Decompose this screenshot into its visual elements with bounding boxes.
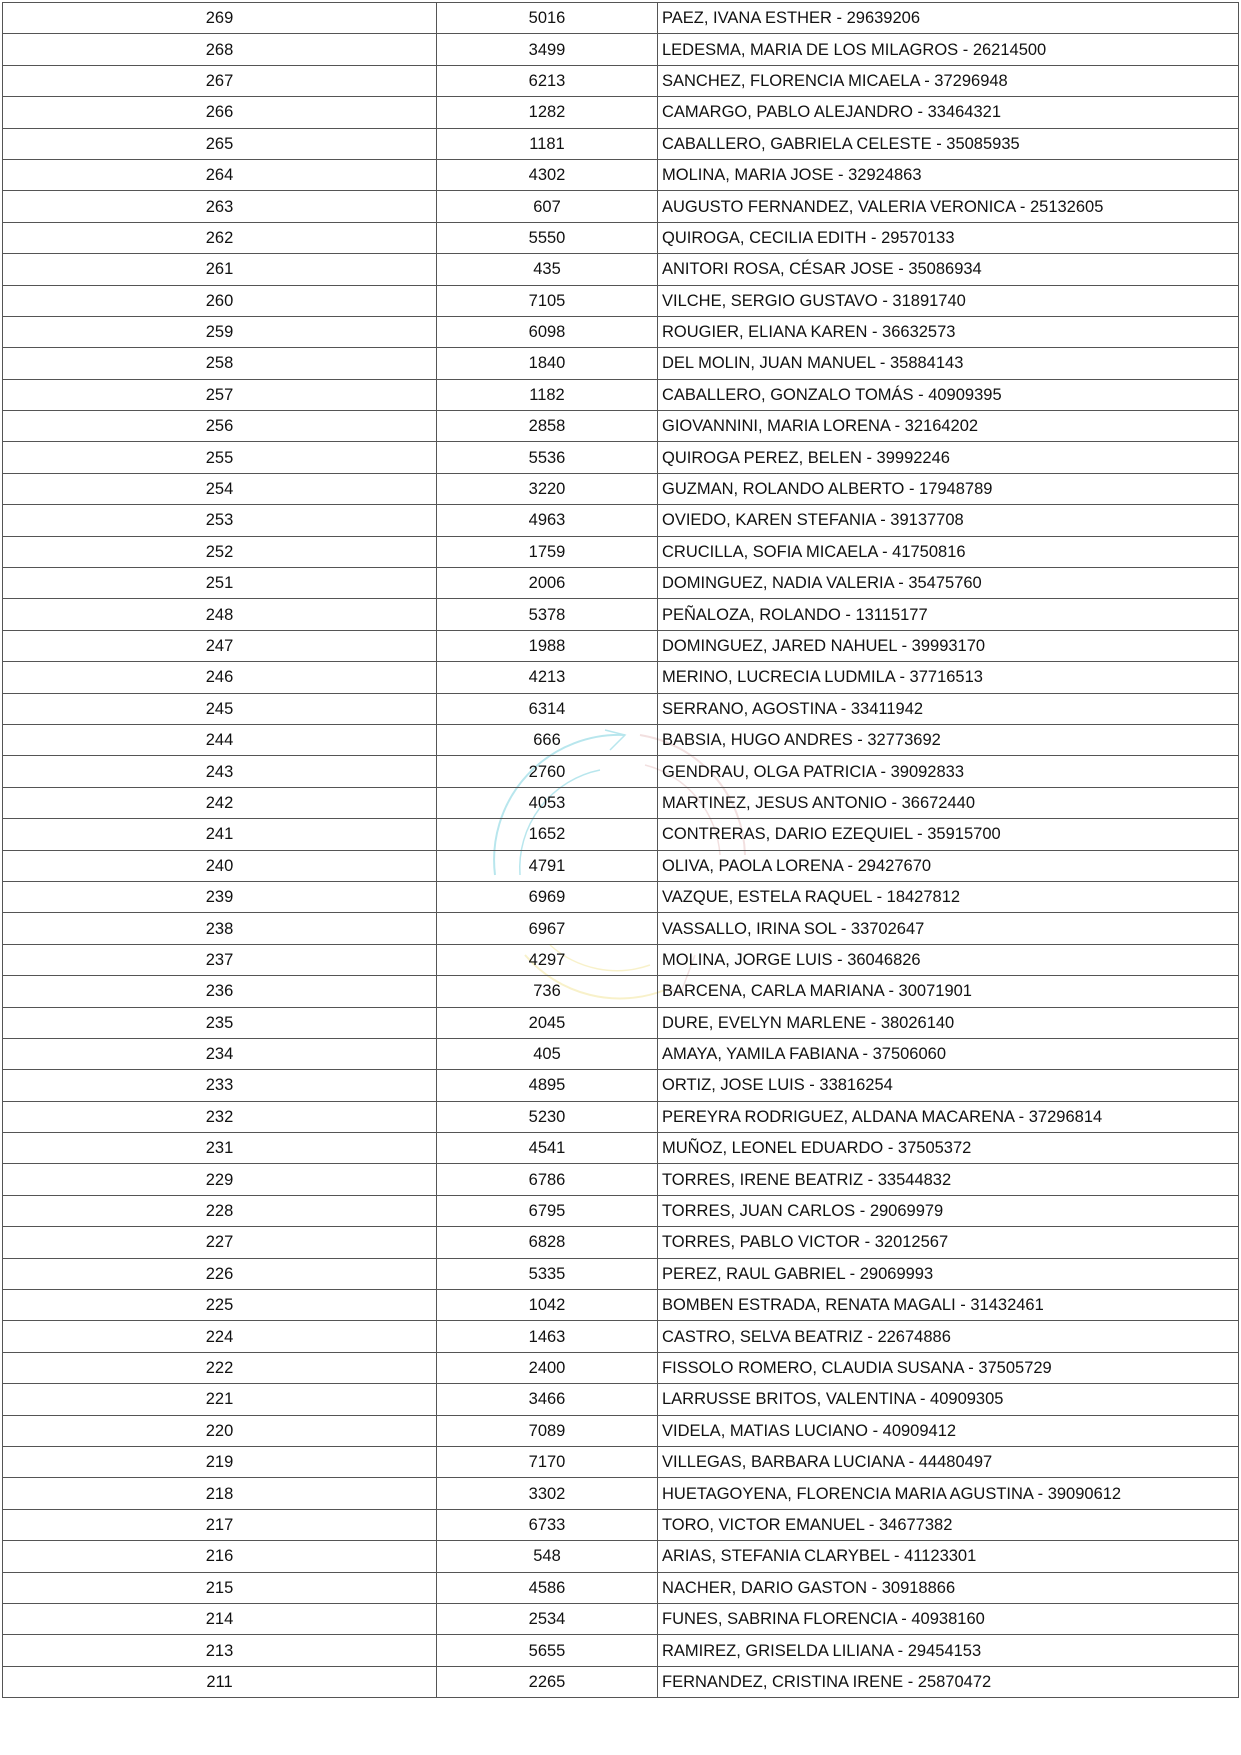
nombre-cell: RAMIREZ, GRISELDA LILIANA - 29454153 <box>658 1635 1239 1666</box>
legajo-cell: 3499 <box>437 34 658 65</box>
nombre-cell: FUNES, SABRINA FLORENCIA - 40938160 <box>658 1603 1239 1634</box>
orden-cell: 253 <box>3 505 437 536</box>
legajo-cell: 6969 <box>437 881 658 912</box>
legajo-cell: 1181 <box>437 128 658 159</box>
table-row <box>3 1195 1239 1226</box>
table-row <box>3 379 1239 410</box>
orden-cell: 221 <box>3 1384 437 1415</box>
nombre-cell: VIDELA, MATIAS LUCIANO - 40909412 <box>658 1415 1239 1446</box>
orden-cell: 225 <box>3 1290 437 1321</box>
orden-cell: 213 <box>3 1635 437 1666</box>
nombre-cell: MARTINEZ, JESUS ANTONIO - 36672440 <box>658 787 1239 818</box>
table-row <box>3 1321 1239 1352</box>
orden-cell: 239 <box>3 881 437 912</box>
table-row <box>3 1509 1239 1540</box>
legajo-cell: 1182 <box>437 379 658 410</box>
nombre-cell: VILLEGAS, BARBARA LUCIANA - 44480497 <box>658 1446 1239 1477</box>
table-row <box>3 536 1239 567</box>
orden-cell: 263 <box>3 191 437 222</box>
nombre-cell: BABSIA, HUGO ANDRES - 32773692 <box>658 724 1239 755</box>
orden-cell: 244 <box>3 724 437 755</box>
nombre-cell: VILCHE, SERGIO GUSTAVO - 31891740 <box>658 285 1239 316</box>
orden-cell: 248 <box>3 599 437 630</box>
orden-cell: 264 <box>3 159 437 190</box>
table-row <box>3 1635 1239 1666</box>
nombre-cell: BOMBEN ESTRADA, RENATA MAGALI - 31432461 <box>658 1290 1239 1321</box>
table-row <box>3 1290 1239 1321</box>
table-row <box>3 756 1239 787</box>
nombre-cell: SERRANO, AGOSTINA - 33411942 <box>658 693 1239 724</box>
orden-cell: 251 <box>3 568 437 599</box>
orden-cell: 240 <box>3 850 437 881</box>
orden-cell: 233 <box>3 1070 437 1101</box>
legajo-cell: 5335 <box>437 1258 658 1289</box>
legajo-cell: 607 <box>437 191 658 222</box>
nombre-cell: SANCHEZ, FLORENCIA MICAELA - 37296948 <box>658 65 1239 96</box>
legajo-cell: 6098 <box>437 316 658 347</box>
orden-cell: 229 <box>3 1164 437 1195</box>
orden-cell: 236 <box>3 976 437 1007</box>
legajo-cell: 736 <box>437 976 658 1007</box>
nombre-cell: PEÑALOZA, ROLANDO - 13115177 <box>658 599 1239 630</box>
legajo-cell: 1840 <box>437 348 658 379</box>
legajo-cell: 7089 <box>437 1415 658 1446</box>
orden-cell: 259 <box>3 316 437 347</box>
nombre-cell: VAZQUE, ESTELA RAQUEL - 18427812 <box>658 881 1239 912</box>
nombre-cell: LEDESMA, MARIA DE LOS MILAGROS - 26214500 <box>658 34 1239 65</box>
table-row <box>3 97 1239 128</box>
table-row <box>3 1101 1239 1132</box>
legajo-cell: 6733 <box>437 1509 658 1540</box>
nombre-cell: TORO, VICTOR EMANUEL - 34677382 <box>658 1509 1239 1540</box>
legajo-cell: 5536 <box>437 442 658 473</box>
table-row <box>3 1478 1239 1509</box>
table-row <box>3 1572 1239 1603</box>
nombre-cell: DOMINGUEZ, NADIA VALERIA - 35475760 <box>658 568 1239 599</box>
orden-cell: 252 <box>3 536 437 567</box>
table-row <box>3 159 1239 190</box>
legajo-cell: 405 <box>437 1038 658 1069</box>
table-row <box>3 1258 1239 1289</box>
orden-cell: 255 <box>3 442 437 473</box>
table-row <box>3 65 1239 96</box>
legajo-cell: 1042 <box>437 1290 658 1321</box>
table-row <box>3 1227 1239 1258</box>
nombre-cell: MERINO, LUCRECIA LUDMILA - 37716513 <box>658 662 1239 693</box>
orden-cell: 262 <box>3 222 437 253</box>
table-row <box>3 348 1239 379</box>
orden-cell: 258 <box>3 348 437 379</box>
nombre-cell: GUZMAN, ROLANDO ALBERTO - 17948789 <box>658 473 1239 504</box>
nombre-cell: ANITORI ROSA, CÉSAR JOSE - 35086934 <box>658 254 1239 285</box>
legajo-cell: 6795 <box>437 1195 658 1226</box>
legajo-cell: 4297 <box>437 944 658 975</box>
nombre-cell: OLIVA, PAOLA LORENA - 29427670 <box>658 850 1239 881</box>
legajo-cell: 3220 <box>437 473 658 504</box>
table-row <box>3 505 1239 536</box>
legajo-cell: 666 <box>437 724 658 755</box>
orden-cell: 256 <box>3 411 437 442</box>
legajo-cell: 4302 <box>437 159 658 190</box>
nombre-cell: LARRUSSE BRITOS, VALENTINA - 40909305 <box>658 1384 1239 1415</box>
orden-cell: 218 <box>3 1478 437 1509</box>
table-row <box>3 442 1239 473</box>
nombre-cell: TORRES, IRENE BEATRIZ - 33544832 <box>658 1164 1239 1195</box>
orden-cell: 265 <box>3 128 437 159</box>
orden-cell: 226 <box>3 1258 437 1289</box>
orden-cell: 235 <box>3 1007 437 1038</box>
nombre-cell: HUETAGOYENA, FLORENCIA MARIA AGUSTINA - 39090612 <box>658 1478 1239 1509</box>
legajo-cell: 2858 <box>437 411 658 442</box>
table-row <box>3 1133 1239 1164</box>
orden-cell: 260 <box>3 285 437 316</box>
orden-cell: 231 <box>3 1133 437 1164</box>
table-row <box>3 787 1239 818</box>
legajo-cell: 5550 <box>437 222 658 253</box>
table-row <box>3 724 1239 755</box>
table-row <box>3 944 1239 975</box>
legajo-cell: 435 <box>437 254 658 285</box>
orden-cell: 246 <box>3 662 437 693</box>
table-row <box>3 222 1239 253</box>
legajo-cell: 2534 <box>437 1603 658 1634</box>
table-row <box>3 630 1239 661</box>
nombre-cell: BARCENA, CARLA MARIANA - 30071901 <box>658 976 1239 1007</box>
legajo-cell: 4541 <box>437 1133 658 1164</box>
legajo-cell: 6967 <box>437 913 658 944</box>
nombre-cell: NACHER, DARIO GASTON - 30918866 <box>658 1572 1239 1603</box>
nombre-cell: OVIEDO, KAREN STEFANIA - 39137708 <box>658 505 1239 536</box>
legajo-cell: 1759 <box>437 536 658 567</box>
table-row <box>3 1164 1239 1195</box>
legajo-cell: 1463 <box>437 1321 658 1352</box>
nombre-cell: MOLINA, MARIA JOSE - 32924863 <box>658 159 1239 190</box>
table-row <box>3 850 1239 881</box>
orden-cell: 215 <box>3 1572 437 1603</box>
table-row <box>3 254 1239 285</box>
legajo-cell: 2006 <box>437 568 658 599</box>
table-row <box>3 976 1239 1007</box>
orden-cell: 269 <box>3 3 437 34</box>
nombre-cell: CASTRO, SELVA BEATRIZ - 22674886 <box>658 1321 1239 1352</box>
legajo-cell: 7105 <box>437 285 658 316</box>
table-row <box>3 473 1239 504</box>
legajo-cell: 4895 <box>437 1070 658 1101</box>
table-row <box>3 285 1239 316</box>
orden-cell: 220 <box>3 1415 437 1446</box>
nombre-cell: AMAYA, YAMILA FABIANA - 37506060 <box>658 1038 1239 1069</box>
orden-cell: 222 <box>3 1352 437 1383</box>
nombre-cell: DURE, EVELYN MARLENE - 38026140 <box>658 1007 1239 1038</box>
nombre-cell: CABALLERO, GONZALO TOMÁS - 40909395 <box>658 379 1239 410</box>
table-row <box>3 411 1239 442</box>
legajo-cell: 4586 <box>437 1572 658 1603</box>
table-row <box>3 191 1239 222</box>
table-row <box>3 1352 1239 1383</box>
table-row <box>3 34 1239 65</box>
nombre-cell: AUGUSTO FERNANDEZ, VALERIA VERONICA - 25132605 <box>658 191 1239 222</box>
orden-cell: 234 <box>3 1038 437 1069</box>
table-row <box>3 1038 1239 1069</box>
table-row <box>3 128 1239 159</box>
orden-cell: 211 <box>3 1666 437 1697</box>
orden-cell: 219 <box>3 1446 437 1477</box>
nombre-cell: FERNANDEZ, CRISTINA IRENE - 25870472 <box>658 1666 1239 1697</box>
orden-cell: 242 <box>3 787 437 818</box>
listado-body <box>3 3 1239 1698</box>
orden-cell: 228 <box>3 1195 437 1226</box>
nombre-cell: VASSALLO, IRINA SOL - 33702647 <box>658 913 1239 944</box>
nombre-cell: MUÑOZ, LEONEL EDUARDO - 37505372 <box>658 1133 1239 1164</box>
table-row <box>3 3 1239 34</box>
orden-cell: 216 <box>3 1541 437 1572</box>
table-row <box>3 316 1239 347</box>
table-row <box>3 1666 1239 1697</box>
listado-table <box>2 2 1239 1698</box>
legajo-cell: 2045 <box>437 1007 658 1038</box>
orden-cell: 254 <box>3 473 437 504</box>
orden-cell: 267 <box>3 65 437 96</box>
legajo-cell: 6828 <box>437 1227 658 1258</box>
nombre-cell: TORRES, PABLO VICTOR - 32012567 <box>658 1227 1239 1258</box>
orden-cell: 261 <box>3 254 437 285</box>
orden-cell: 214 <box>3 1603 437 1634</box>
legajo-cell: 6213 <box>437 65 658 96</box>
legajo-cell: 5378 <box>437 599 658 630</box>
nombre-cell: GIOVANNINI, MARIA LORENA - 32164202 <box>658 411 1239 442</box>
orden-cell: 245 <box>3 693 437 724</box>
legajo-cell: 3302 <box>437 1478 658 1509</box>
orden-cell: 241 <box>3 819 437 850</box>
legajo-cell: 4791 <box>437 850 658 881</box>
legajo-cell: 5016 <box>437 3 658 34</box>
table-row <box>3 662 1239 693</box>
nombre-cell: CAMARGO, PABLO ALEJANDRO - 33464321 <box>658 97 1239 128</box>
legajo-cell: 2760 <box>437 756 658 787</box>
legajo-cell: 7170 <box>437 1446 658 1477</box>
nombre-cell: PEREZ, RAUL GABRIEL - 29069993 <box>658 1258 1239 1289</box>
table-row <box>3 693 1239 724</box>
table-row <box>3 599 1239 630</box>
legajo-cell: 6314 <box>437 693 658 724</box>
nombre-cell: DEL MOLIN, JUAN MANUEL - 35884143 <box>658 348 1239 379</box>
orden-cell: 268 <box>3 34 437 65</box>
legajo-cell: 1652 <box>437 819 658 850</box>
table-row <box>3 1603 1239 1634</box>
legajo-cell: 2400 <box>437 1352 658 1383</box>
table-row <box>3 1415 1239 1446</box>
nombre-cell: ARIAS, STEFANIA CLARYBEL - 41123301 <box>658 1541 1239 1572</box>
nombre-cell: ROUGIER, ELIANA KAREN - 36632573 <box>658 316 1239 347</box>
orden-cell: 257 <box>3 379 437 410</box>
nombre-cell: CONTRERAS, DARIO EZEQUIEL - 35915700 <box>658 819 1239 850</box>
table-row <box>3 568 1239 599</box>
legajo-cell: 4053 <box>437 787 658 818</box>
nombre-cell: PAEZ, IVANA ESTHER - 29639206 <box>658 3 1239 34</box>
legajo-cell: 1282 <box>437 97 658 128</box>
table-row <box>3 1541 1239 1572</box>
orden-cell: 266 <box>3 97 437 128</box>
table-row <box>3 1070 1239 1101</box>
legajo-cell: 5655 <box>437 1635 658 1666</box>
table-row <box>3 1446 1239 1477</box>
orden-cell: 217 <box>3 1509 437 1540</box>
nombre-cell: CRUCILLA, SOFIA MICAELA - 41750816 <box>658 536 1239 567</box>
legajo-cell: 2265 <box>437 1666 658 1697</box>
nombre-cell: TORRES, JUAN CARLOS - 29069979 <box>658 1195 1239 1226</box>
nombre-cell: PEREYRA RODRIGUEZ, ALDANA MACARENA - 37296814 <box>658 1101 1239 1132</box>
nombre-cell: MOLINA, JORGE LUIS - 36046826 <box>658 944 1239 975</box>
nombre-cell: QUIROGA PEREZ, BELEN - 39992246 <box>658 442 1239 473</box>
legajo-cell: 6786 <box>437 1164 658 1195</box>
legajo-cell: 5230 <box>437 1101 658 1132</box>
orden-cell: 232 <box>3 1101 437 1132</box>
nombre-cell: GENDRAU, OLGA PATRICIA - 39092833 <box>658 756 1239 787</box>
orden-cell: 243 <box>3 756 437 787</box>
legajo-cell: 4963 <box>437 505 658 536</box>
table-row <box>3 1384 1239 1415</box>
legajo-cell: 1988 <box>437 630 658 661</box>
orden-cell: 247 <box>3 630 437 661</box>
orden-cell: 238 <box>3 913 437 944</box>
table-row <box>3 881 1239 912</box>
table-row <box>3 913 1239 944</box>
orden-cell: 224 <box>3 1321 437 1352</box>
nombre-cell: FISSOLO ROMERO, CLAUDIA SUSANA - 37505729 <box>658 1352 1239 1383</box>
legajo-cell: 548 <box>437 1541 658 1572</box>
legajo-cell: 4213 <box>437 662 658 693</box>
table-row <box>3 819 1239 850</box>
legajo-cell: 3466 <box>437 1384 658 1415</box>
nombre-cell: ORTIZ, JOSE LUIS - 33816254 <box>658 1070 1239 1101</box>
table-row <box>3 1007 1239 1038</box>
nombre-cell: QUIROGA, CECILIA EDITH - 29570133 <box>658 222 1239 253</box>
nombre-cell: DOMINGUEZ, JARED NAHUEL - 39993170 <box>658 630 1239 661</box>
nombre-cell: CABALLERO, GABRIELA CELESTE - 35085935 <box>658 128 1239 159</box>
orden-cell: 237 <box>3 944 437 975</box>
orden-cell: 227 <box>3 1227 437 1258</box>
